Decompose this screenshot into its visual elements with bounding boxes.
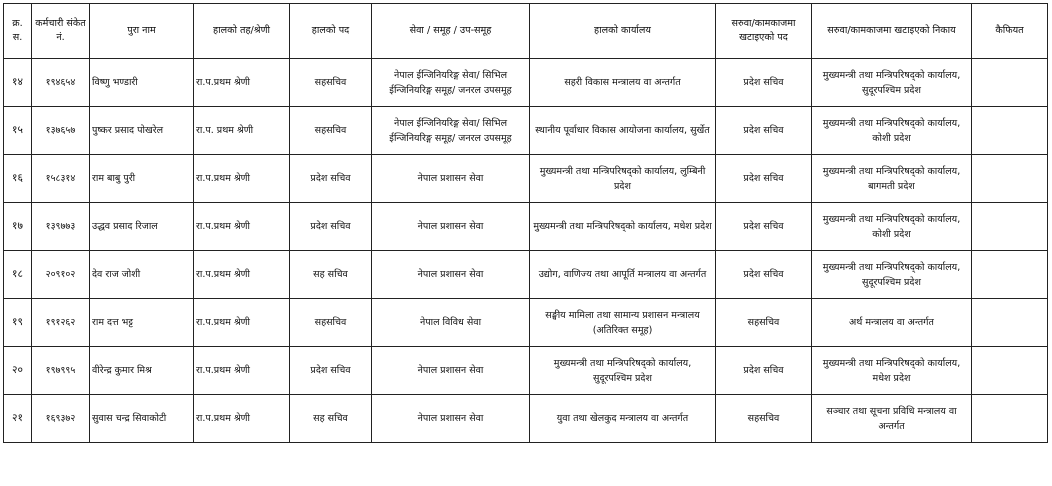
- office-cell: युवा तथा खेलकुद मन्त्रालय वा अन्तर्गत: [530, 395, 716, 443]
- remarks-cell: [972, 251, 1048, 299]
- post-cell: सहसचिव: [290, 59, 372, 107]
- header-current-post: हालको पद: [290, 4, 372, 59]
- transfer-post-cell: प्रदेश सचिव: [716, 347, 812, 395]
- transfer-post-cell: प्रदेश सचिव: [716, 155, 812, 203]
- employee-code-cell: १९४६५४: [32, 59, 90, 107]
- remarks-cell: [972, 107, 1048, 155]
- employee-code-cell: १९७९९५: [32, 347, 90, 395]
- remarks-cell: [972, 59, 1048, 107]
- header-full-name: पुरा नाम: [90, 4, 194, 59]
- office-cell: उद्योग, वाणिज्य तथा आपूर्ति मन्त्रालय वा अन्तर्गत: [530, 251, 716, 299]
- grade-cell: रा.प. प्रथम श्रेणी: [194, 107, 290, 155]
- header-transfer-body: सरुवा/कामकाजमा खटाइएको निकाय: [812, 4, 972, 59]
- full-name-cell: पुष्कर प्रसाद पोखरेल: [90, 107, 194, 155]
- transfer-post-cell: प्रदेश सचिव: [716, 59, 812, 107]
- remarks-cell: [972, 155, 1048, 203]
- table-row: [4, 299, 1048, 347]
- table-row: [4, 395, 1048, 443]
- post-cell: प्रदेश सचिव: [290, 347, 372, 395]
- transfer-body-cell: मुख्यमन्त्री तथा मन्त्रिपरिषद्को कार्यालय, सुदूरपश्चिम प्रदेश: [812, 59, 972, 107]
- serial-number-cell: १५: [4, 107, 32, 155]
- employee-code-cell: १६९३७२: [32, 395, 90, 443]
- transfer-post-cell: प्रदेश सचिव: [716, 251, 812, 299]
- service-cell: नेपाल प्रशासन सेवा: [372, 251, 530, 299]
- grade-cell: रा.प.प्रथम श्रेणी: [194, 395, 290, 443]
- serial-number-cell: १४: [4, 59, 32, 107]
- grade-cell: रा.प.प्रथम श्रेणी: [194, 347, 290, 395]
- transfer-body-cell: मुख्यमन्त्री तथा मन्त्रिपरिषद्को कार्यालय, सुदूरपश्चिम प्रदेश: [812, 251, 972, 299]
- employee-code-cell: १५८३१४: [32, 155, 90, 203]
- service-cell: नेपाल प्रशासन सेवा: [372, 395, 530, 443]
- remarks-cell: [972, 395, 1048, 443]
- header-remarks: कैफियत: [972, 4, 1048, 59]
- post-cell: प्रदेश सचिव: [290, 155, 372, 203]
- transfer-body-cell: मुख्यमन्त्री तथा मन्त्रिपरिषद्को कार्यालय, मधेश प्रदेश: [812, 347, 972, 395]
- employee-code-cell: २०९१०२: [32, 251, 90, 299]
- serial-number-cell: २०: [4, 347, 32, 395]
- employee-code-cell: १९१२६२: [32, 299, 90, 347]
- table-row: [4, 107, 1048, 155]
- table-row: [4, 59, 1048, 107]
- office-cell: सहरी विकास मन्त्रालय वा अन्तर्गत: [530, 59, 716, 107]
- grade-cell: रा.प.प्रथम श्रेणी: [194, 251, 290, 299]
- transfer-body-cell: अर्थ मन्त्रालय वा अन्तर्गत: [812, 299, 972, 347]
- employee-code-cell: १३७६५७: [32, 107, 90, 155]
- service-cell: नेपाल विविध सेवा: [372, 299, 530, 347]
- header-current-office: हालको कार्यालय: [530, 4, 716, 59]
- grade-cell: रा.प.प्रथम श्रेणी: [194, 155, 290, 203]
- transfer-list-document: [3, 3, 1049, 443]
- serial-number-cell: १६: [4, 155, 32, 203]
- serial-number-cell: १७: [4, 203, 32, 251]
- transfer-body-cell: सञ्चार तथा सूचना प्रविधि मन्त्रालय वा अन्तर्गत: [812, 395, 972, 443]
- full-name-cell: देव राज जोशी: [90, 251, 194, 299]
- serial-number-cell: १८: [4, 251, 32, 299]
- service-cell: नेपाल प्रशासन सेवा: [372, 347, 530, 395]
- header-serial-number: क्र. स.: [4, 4, 32, 59]
- transfer-post-cell: सहसचिव: [716, 299, 812, 347]
- post-cell: सहसचिव: [290, 299, 372, 347]
- grade-cell: रा.प.प्रथम श्रेणी: [194, 203, 290, 251]
- post-cell: सह सचिव: [290, 395, 372, 443]
- header-service-group: सेवा / समूह / उप-समूह: [372, 4, 530, 59]
- full-name-cell: राम दत्त भट्ट: [90, 299, 194, 347]
- transfer-body-cell: मुख्यमन्त्री तथा मन्त्रिपरिषद्को कार्यालय, बागमती प्रदेश: [812, 155, 972, 203]
- serial-number-cell: १९: [4, 299, 32, 347]
- table-row: [4, 347, 1048, 395]
- full-name-cell: राम बाबु पुरी: [90, 155, 194, 203]
- office-cell: सङ्घीय मामिला तथा सामान्य प्रशासन मन्त्रालय (अतिरिक्त समूह): [530, 299, 716, 347]
- remarks-cell: [972, 347, 1048, 395]
- full-name-cell: विष्णु भण्डारी: [90, 59, 194, 107]
- table-row: [4, 251, 1048, 299]
- header-current-grade: हालको तह/श्रेणी: [194, 4, 290, 59]
- transfer-post-cell: प्रदेश सचिव: [716, 203, 812, 251]
- transfer-body-cell: मुख्यमन्त्री तथा मन्त्रिपरिषद्को कार्यालय, कोशी प्रदेश: [812, 203, 972, 251]
- remarks-cell: [972, 203, 1048, 251]
- office-cell: मुख्यमन्त्री तथा मन्त्रिपरिषद्को कार्यालय, सुदूरपश्चिम प्रदेश: [530, 347, 716, 395]
- post-cell: प्रदेश सचिव: [290, 203, 372, 251]
- grade-cell: रा.प.प्रथम श्रेणी: [194, 59, 290, 107]
- header-employee-code: कर्मचारी संकेत नं.: [32, 4, 90, 59]
- header-transfer-post: सरुवा/कामकाजमा खटाइएको पद: [716, 4, 812, 59]
- serial-number-cell: २१: [4, 395, 32, 443]
- transfer-post-cell: सहसचिव: [716, 395, 812, 443]
- employee-code-cell: १३९७७३: [32, 203, 90, 251]
- table-row: [4, 203, 1048, 251]
- transfer-table: [3, 3, 1048, 443]
- service-cell: नेपाल प्रशासन सेवा: [372, 203, 530, 251]
- table-header-row: [4, 4, 1048, 59]
- full-name-cell: सुवास चन्द्र सिवाकोटी: [90, 395, 194, 443]
- remarks-cell: [972, 299, 1048, 347]
- full-name-cell: वीरेन्द्र कुमार मिश्र: [90, 347, 194, 395]
- full-name-cell: उद्धव प्रसाद रिजाल: [90, 203, 194, 251]
- service-cell: नेपाल ईन्जिनियरिङ्ग सेवा/ सिभिल ईन्जिनियरिङ्ग समूह/ जनरल उपसमूह: [372, 59, 530, 107]
- office-cell: मुख्यमन्त्री तथा मन्त्रिपरिषद्को कार्यालय, मधेश प्रदेश: [530, 203, 716, 251]
- table-row: [4, 155, 1048, 203]
- service-cell: नेपाल ईन्जिनियरिङ्ग सेवा/ सिभिल ईन्जिनियरिङ्ग समूह/ जनरल उपसमूह: [372, 107, 530, 155]
- grade-cell: रा.प.प्रथम श्रेणी: [194, 299, 290, 347]
- transfer-body-cell: मुख्यमन्त्री तथा मन्त्रिपरिषद्को कार्यालय, कोशी प्रदेश: [812, 107, 972, 155]
- office-cell: स्थानीय पूर्वाधार विकास आयोजना कार्यालय, सुर्खेत: [530, 107, 716, 155]
- office-cell: मुख्यमन्त्री तथा मन्त्रिपरिषद्को कार्यालय, लुम्बिनी प्रदेश: [530, 155, 716, 203]
- post-cell: सह सचिव: [290, 251, 372, 299]
- post-cell: सहसचिव: [290, 107, 372, 155]
- transfer-post-cell: प्रदेश सचिव: [716, 107, 812, 155]
- service-cell: नेपाल प्रशासन सेवा: [372, 155, 530, 203]
